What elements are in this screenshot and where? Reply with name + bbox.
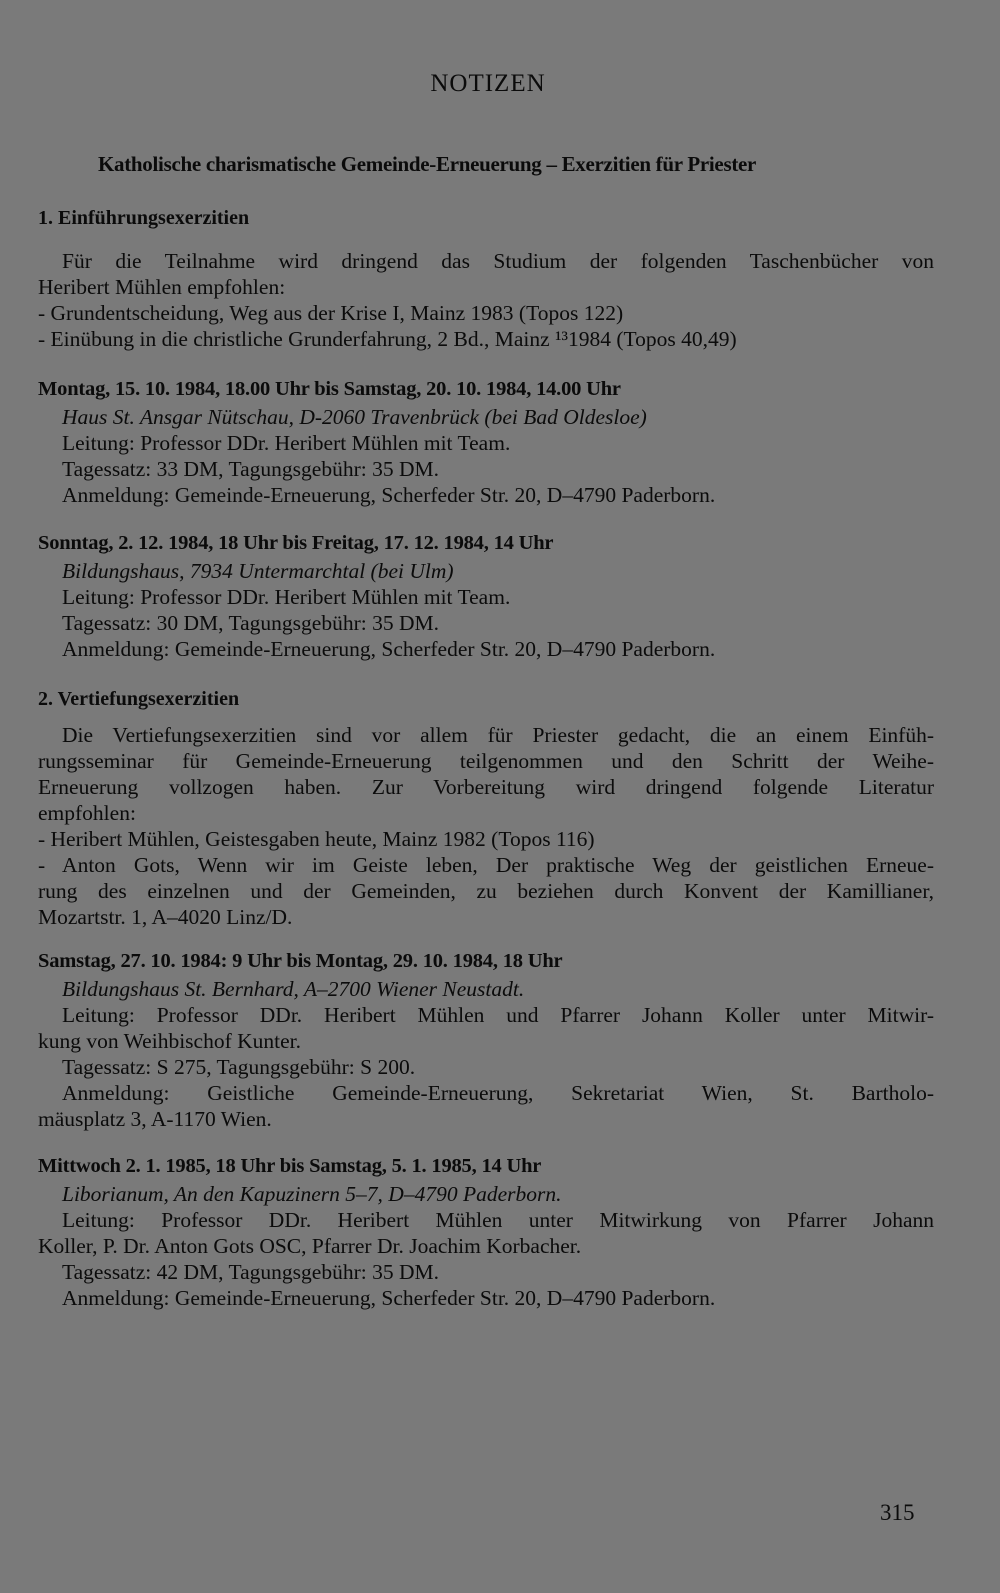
event-anmeldung: Anmeldung: Gemeinde-Erneuerung, Scherfeder Str. 20, D–4790 Paderborn.	[62, 483, 716, 507]
intro-text-line: Heribert Mühlen empfohlen:	[38, 275, 286, 299]
literature-item: - Heribert Mühlen, Geistesgaben heute, Mainz 1982 (Topos 116)	[38, 827, 595, 851]
paragraph-line: Erneuerung vollzogen haben. Zur Vorbereitung wird dringend folgende Literatur	[38, 775, 934, 799]
event-venue: Bildungshaus St. Bernhard, A–2700 Wiener Neustadt.	[62, 977, 525, 1001]
section-heading-2: 2. Vertiefungsexerzitien	[38, 688, 240, 710]
paragraph-line: Die Vertiefungsexerzitien sind vor allem für Priester gedacht, die an einem Einfüh-	[62, 723, 934, 747]
book-item: - Einübung in die christliche Grunderfahrung, 2 Bd., Mainz ¹³1984 (Topos 40,49)	[38, 327, 737, 351]
book-item: - Grundentscheidung, Weg aus der Krise I, Mainz 1983 (Topos 122)	[38, 301, 624, 325]
event-date: Montag, 15. 10. 1984, 18.00 Uhr bis Samstag, 20. 10. 1984, 14.00 Uhr	[38, 378, 621, 400]
event-leitung: Koller, P. Dr. Anton Gots OSC, Pfarrer Dr. Joachim Korbacher.	[38, 1234, 582, 1258]
event-venue: Haus St. Ansgar Nütschau, D-2060 Travenbrück (bei Bad Oldesloe)	[62, 405, 647, 429]
event-anmeldung: mäusplatz 3, A-1170 Wien.	[38, 1107, 272, 1131]
event-date: Sonntag, 2. 12. 1984, 18 Uhr bis Freitag, 17. 12. 1984, 14 Uhr	[38, 532, 554, 554]
event-date: Samstag, 27. 10. 1984: 9 Uhr bis Montag, 29. 10. 1984, 18 Uhr	[38, 950, 563, 972]
event-leitung: Leitung: Professor DDr. Heribert Mühlen mit Team.	[62, 585, 511, 609]
event-date: Mittwoch 2. 1. 1985, 18 Uhr bis Samstag, 5. 1. 1985, 14 Uhr	[38, 1155, 542, 1177]
event-tagessatz: Tagessatz: 42 DM, Tagungsgebühr: 35 DM.	[62, 1260, 439, 1284]
event-tagessatz: Tagessatz: 30 DM, Tagungsgebühr: 35 DM.	[62, 611, 439, 635]
event-anmeldung: Anmeldung: Gemeinde-Erneuerung, Scherfeder Str. 20, D–4790 Paderborn.	[62, 1286, 716, 1310]
event-venue: Liborianum, An den Kapuzinern 5–7, D–4790 Paderborn.	[62, 1182, 562, 1206]
event-anmeldung: Anmeldung: Gemeinde-Erneuerung, Scherfeder Str. 20, D–4790 Paderborn.	[62, 637, 716, 661]
page-header: NOTIZEN	[430, 70, 546, 97]
event-leitung: Leitung: Professor DDr. Heribert Mühlen unter Mitwirkung von Pfarrer Johann	[62, 1208, 934, 1232]
literature-item: Mozartstr. 1, A–4020 Linz/D.	[38, 905, 293, 929]
event-anmeldung: Anmeldung: Geistliche Gemeinde-Erneuerung, Sekretariat Wien, St. Bartholo-	[62, 1081, 934, 1105]
literature-item: rung des einzelnen und der Gemeinden, zu beziehen durch Konvent der Kamillianer,	[38, 879, 934, 903]
paragraph-line: rungsseminar für Gemeinde-Erneuerung teilgenommen und den Schritt der Weihe-	[38, 749, 934, 773]
paragraph-line: empfohlen:	[38, 801, 136, 825]
intro-text-line: Für die Teilnahme wird dringend das Studium der folgenden Taschenbücher von	[62, 249, 934, 273]
event-venue: Bildungshaus, 7934 Untermarchtal (bei Ulm)	[62, 559, 454, 583]
article-title: Katholische charismatische Gemeinde-Erneuerung – Exerzitien für Priester	[98, 152, 757, 176]
section-heading-1: 1. Einführungsexerzitien	[38, 207, 250, 229]
event-leitung: kung von Weihbischof Kunter.	[38, 1029, 302, 1053]
literature-item: - Anton Gots, Wenn wir im Geiste leben, Der praktische Weg der geistlichen Erneue-	[38, 853, 934, 877]
event-tagessatz: Tagessatz: S 275, Tagungsgebühr: S 200.	[62, 1055, 416, 1079]
event-tagessatz: Tagessatz: 33 DM, Tagungsgebühr: 35 DM.	[62, 457, 439, 481]
page-number: 315	[880, 1500, 915, 1525]
event-leitung: Leitung: Professor DDr. Heribert Mühlen mit Team.	[62, 431, 511, 455]
event-leitung: Leitung: Professor DDr. Heribert Mühlen und Pfarrer Johann Koller unter Mitwir-	[62, 1003, 934, 1027]
